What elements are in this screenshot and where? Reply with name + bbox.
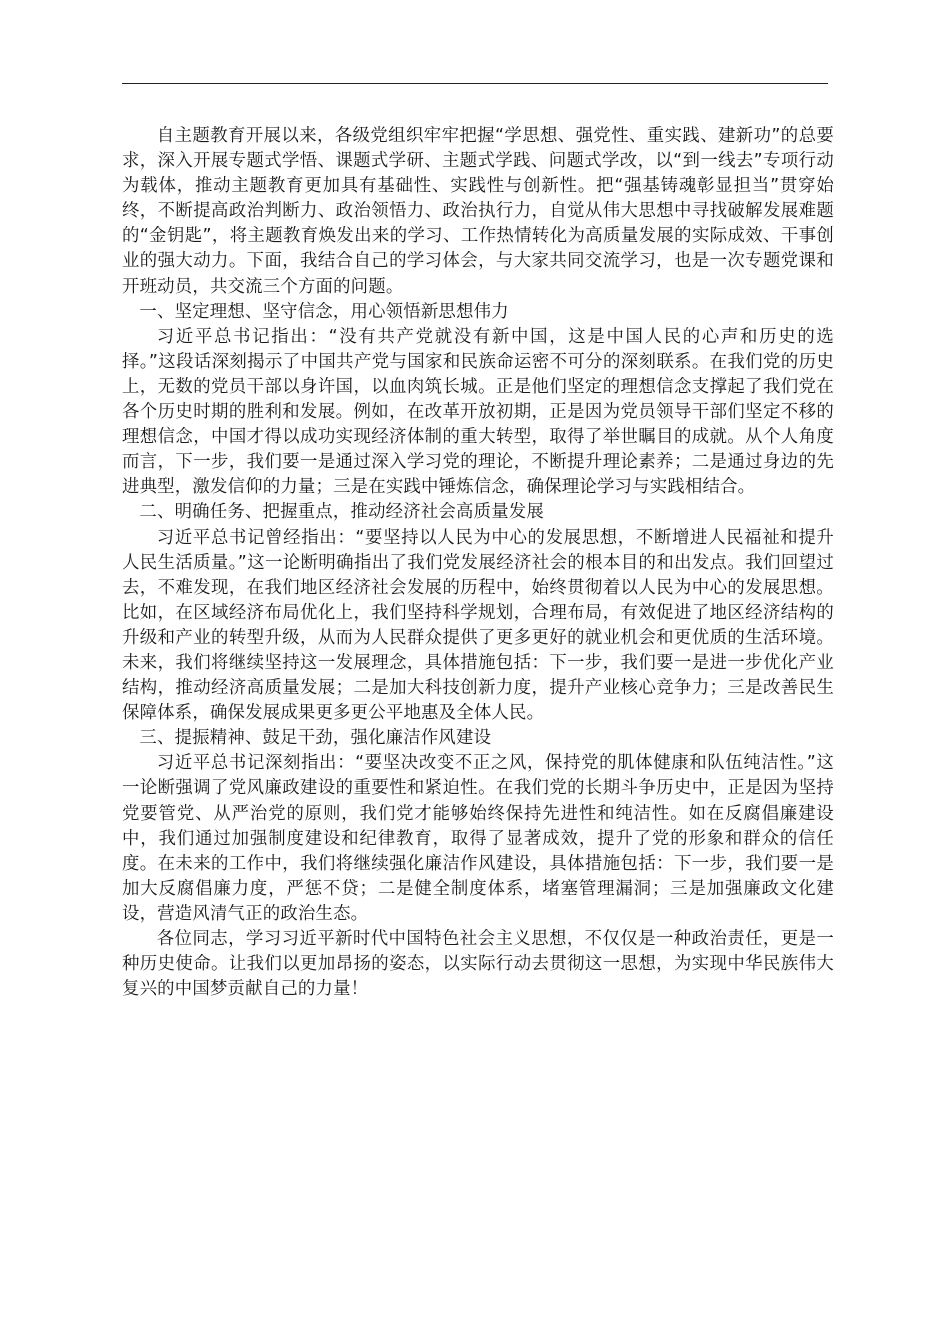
section-1-paragraph: 习近平总书记指出：“没有共产党就没有新中国，这是中国人民的心声和历史的选择。”这段话深刻揭示了中国共产党与国家和民族命运密不可分的深刻联系。在我们党的历史上，无数的党员干部以身许国，以血肉筑长城。正是他们坚定的理想信念支撑起了我们党在各个历史时期的胜利和发展。例如，在改革开放初期，正是因为党员领导干部们坚定不移的理想信念，中国才得以成功实现经济体制的重大转型，取得了举世瞩目的成就。从个人角度而言，下一步，我们要一是通过深入学习党的理论，不断提升理论素养；二是通过身边的先进典型，激发信仰的力量；三是在实践中锤炼信念，确保理论学习与实践相结合。	[122, 326, 834, 498]
header-rule	[122, 83, 828, 84]
section-heading-2: 二、明确任务、把握重点，推动经济社会高质量发展	[139, 502, 544, 523]
section-heading-3: 三、提振精神、鼓足干劲，强化廉洁作风建设	[139, 728, 492, 749]
section-3-paragraph: 习近平总书记深刻指出：“要坚决改变不正之风，保持党的肌体健康和队伍纯洁性。”这一论断强调了党风廉政建设的重要性和紧迫性。在我们党的长期斗争历史中，正是因为坚持党要管党、从严治党的原则，我们党才能够始终保持先进性和纯洁性。如在反腐倡廉建设中，我们通过加强制度建设和纪律教育，取得了显著成效，提升了党的形象和群众的信任度。在未来的工作中，我们将继续强化廉洁作风建设，具体措施包括：下一步，我们要一是加大反腐倡廉力度，严惩不贷；二是健全制度体系，堵塞管理漏洞；三是加强廉政文化建设，营造风清气正的政治生态。	[122, 753, 834, 924]
document-body	[122, 124, 834, 1002]
section-2-paragraph: 习近平总书记曾经指出：“要坚持以人民为中心的发展思想，不断增进人民福祉和提升人民生活质量。”这一论断明确指出了我们党发展经济社会的根本目的和出发点。我们回望过去，不难发现，在我们地区经济社会发展的历程中，始终贯彻着以人民为中心的发展思想。比如，在区域经济布局优化上，我们坚持科学规划，合理布局，有效促进了地区经济结构的升级和产业的转型升级，从而为人民群众提供了更多更好的就业机会和更优质的生活环境。未来，我们将继续坚持这一发展理念，具体措施包括：下一步，我们要一是进一步优化产业结构，推动经济高质量发展；二是加大科技创新力度，提升产业核心竞争力；三是改善民生保障体系，确保发展成果更多更公平地惠及全体人民。	[122, 527, 834, 724]
section-heading-1: 一、坚定理想、坚守信念，用心领悟新思想伟力	[139, 301, 509, 322]
intro-paragraph: 自主题教育开展以来，各级党组织牢牢把握“学思想、强党性、重实践、建新功”的总要求，深入开展专题式学悟、课题式学研、主题式学践、问题式学改，以“到一线去”专项行动为载体，推动主题教育更加具有基础性、实践性与创新性。把“强基铸魂彰显担当”贯穿始终，不断提高政治判断力、政治领悟力、政治执行力，自觉从伟大思想中寻找破解发展难题的“金钥匙”，将主题教育焕发出来的学习、工作热情转化为高质量发展的实际成效、干事创业的强大动力。下面，我结合自己的学习体会，与大家共同交流学习，也是一次专题党课和开班动员，共交流三个方面的问题。	[122, 126, 834, 297]
closing-paragraph: 各位同志，学习习近平新时代中国特色社会主义思想，不仅仅是一种政治责任，更是一种历史使命。让我们以更加昂扬的姿态，以实际行动去贯彻这一思想，为实现中华民族伟大复兴的中国梦贡献自己的力量！	[122, 929, 834, 1000]
